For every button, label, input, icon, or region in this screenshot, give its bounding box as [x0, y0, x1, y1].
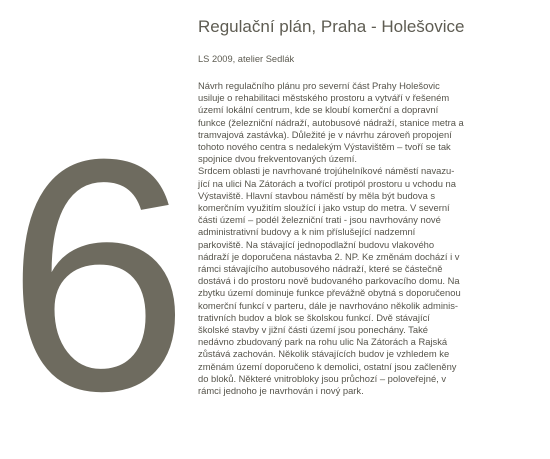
text-line: Návrh regulačního plánu pro severní část Prahy Holešovic	[198, 80, 440, 91]
text-line: části území – podél železniční trati - jsou navrhovány nové	[198, 214, 441, 226]
text-line: usiluje o rehabilitaci městského prostoru a vytváří v řešeném	[198, 92, 450, 104]
section-number: 6	[6, 90, 184, 459]
text-line: funkce (železniční nádraží, autobusové nádraží, stanice metra a	[198, 116, 464, 128]
text-line: komerční funkcí v parteru, dále je navrhováno několik adminis-	[198, 299, 459, 311]
text-line: rámci jednoho je navrhován i nový park.	[198, 385, 364, 397]
text-line: komerčním využitím sloužící i jako vstup do metra. V severní	[198, 202, 450, 214]
page-title: Regulační plán, Praha - Holešovice	[198, 17, 465, 36]
text-line: školské stavby v jižní části území jsou ponechány. Také	[198, 324, 428, 336]
text-line: nádraží je doporučena nástavba 2. NP. Ke změnám dochází i v	[198, 250, 460, 262]
text-line: tohoto nového centra s nedalekým Výstavištěm – tvoří se tak	[198, 141, 451, 153]
text-line: trativních budov a blok se školskou funkcí. Dvě stávající	[198, 311, 430, 323]
text-line: dostává i do prostoru nově budovaného parkovacího domu. Na	[198, 275, 460, 287]
page-subtitle: LS 2009, atelier Sedlák	[198, 54, 295, 64]
text-line: změnám území doporučeno k demolici, ostatní jsou začleněny	[198, 360, 457, 372]
text-line: území lokální centrum, kde se kloubí komerční a dopravní	[198, 104, 439, 116]
text-line: tramvajová zastávka). Důležité je v návrhu zároveň propojení	[198, 128, 452, 140]
text-line: spojnice dvou frekventovaných území.	[198, 153, 357, 165]
description-text	[198, 80, 542, 397]
text-line: Srdcem oblasti je navrhované trojúhelníkové náměstí navazu-	[198, 165, 455, 177]
text-line: do bloků. Některé vnitrobloky jsou průchozí – poloveřejné, v	[198, 372, 447, 384]
text-line: rámci stávajícího autobusového nádraží, které se částečně	[198, 263, 443, 275]
text-line: nedávno zbudovaný park na rohu ulic Na Zátorách a Rajská	[198, 336, 448, 348]
text-line: jící na ulici Na Zátorách a tvořící protipól prostoru u vchodu na	[198, 177, 456, 189]
text-line: Výstaviště. Hlavní stavbou náměstí by měla být budova s	[198, 189, 436, 201]
text-line: administrativní budovy a k nim příslušející nadzemní	[198, 226, 416, 238]
text-line: zbytku území dominuje funkce převážně obytná s doporučenou	[198, 287, 461, 299]
text-line: zůstává zachován. Několik stávajících budov je vzhledem ke	[198, 348, 450, 360]
text-line: parkoviště. Na stávající jednopodlažní budovu vlakového	[198, 238, 435, 250]
